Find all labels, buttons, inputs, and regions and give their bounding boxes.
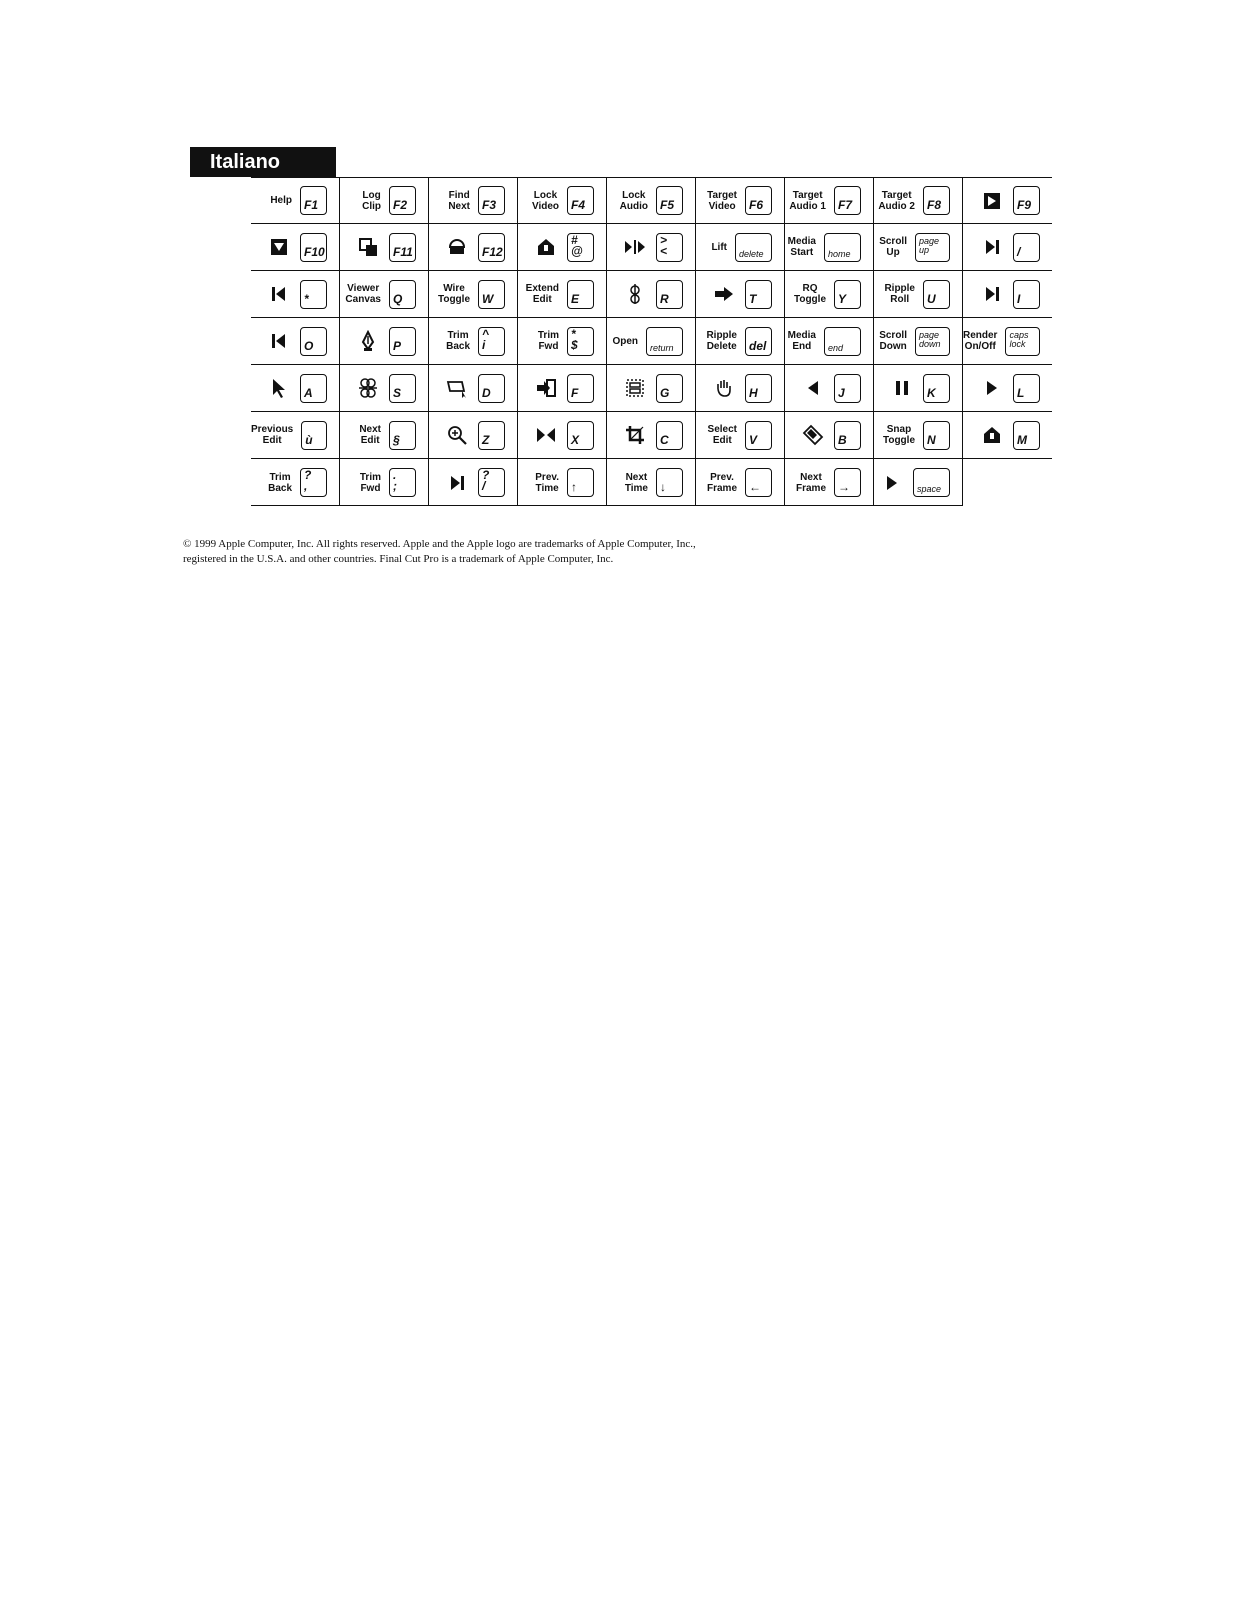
key-cap: page up (915, 233, 950, 262)
shortcut-label: Trim Fwd (537, 330, 559, 352)
shortcut-cell (696, 178, 785, 223)
shortcut-label: Help (270, 195, 292, 206)
shortcut-label: Log Clip (362, 189, 381, 212)
key-cap: ← (745, 468, 772, 497)
shortcut-label: Prev. Frame (706, 471, 737, 494)
shortcut-cell (340, 271, 429, 317)
shortcut-label: Lock Video (531, 189, 559, 212)
shortcut-cell (607, 412, 696, 458)
key-cap: → (834, 468, 861, 497)
shortcut-cell (251, 318, 340, 364)
mark-in-icon (979, 188, 1005, 214)
shortcut-cell (340, 318, 429, 364)
shortcut-cell (963, 365, 1052, 411)
key-cap: # @ (567, 233, 594, 262)
key-cap: * (300, 280, 327, 309)
shortcut-cell (251, 365, 340, 411)
shortcut-cell (429, 412, 518, 458)
shortcut-label: Previous Edit (251, 424, 294, 446)
key-cap: . ; (389, 468, 416, 497)
key-cap: M (1013, 421, 1040, 450)
zoom-icon (444, 422, 470, 448)
key-cap: A (300, 374, 327, 403)
shortcut-cell (785, 459, 874, 506)
key-cap: W (478, 280, 505, 309)
shortcut-cell (429, 459, 518, 506)
shortcut-cell (429, 224, 518, 270)
shortcut-cell (874, 459, 963, 506)
shortcut-label: Lock Audio (619, 189, 648, 212)
shortcut-label: Trim Fwd (359, 471, 381, 494)
shortcut-cell (607, 318, 696, 364)
shortcut-cell (251, 224, 340, 270)
shortcut-cell (518, 365, 607, 411)
key-cap: return (646, 327, 683, 356)
shortcut-cell (251, 459, 340, 506)
lift-icon (444, 234, 470, 260)
shortcut-row (251, 412, 1052, 459)
key-cap: caps lock (1005, 327, 1040, 356)
home-icon (979, 422, 1005, 448)
key-cap: ↑ (567, 468, 594, 497)
shortcut-cell (429, 365, 518, 411)
shortcut-label: Find Next (448, 189, 470, 212)
key-cap: L (1013, 374, 1040, 403)
play-icon (879, 470, 905, 496)
key-cap: F3 (478, 186, 505, 215)
shortcut-cell (518, 318, 607, 364)
shortcut-label: Next Time (624, 471, 648, 494)
shortcut-cell (696, 459, 785, 506)
key-cap: * $ (567, 327, 594, 356)
shortcut-label: Lift (711, 241, 727, 253)
shortcut-cell (785, 318, 874, 364)
key-cap: F2 (389, 186, 416, 215)
shortcut-label: Next Edit (359, 424, 381, 446)
insert-icon (533, 422, 559, 448)
mark-in-point-icon (979, 281, 1005, 307)
shortcut-cell (340, 412, 429, 458)
key-cap: del (745, 327, 772, 356)
shortcut-row (251, 459, 1052, 506)
shortcut-cell (874, 318, 963, 364)
shortcut-cell (963, 271, 1052, 317)
distort-icon (444, 375, 470, 401)
shortcut-cell (607, 271, 696, 317)
shortcut-cell (518, 459, 607, 506)
shortcut-cell (696, 224, 785, 270)
key-cap: F8 (923, 186, 950, 215)
shortcut-row (251, 271, 1052, 318)
shortcut-cell (785, 365, 874, 411)
shortcut-cell (518, 271, 607, 317)
key-cap: N (923, 421, 950, 450)
key-cap: F9 (1013, 186, 1040, 215)
shortcut-cell (696, 365, 785, 411)
key-cap: C (656, 421, 683, 450)
shortcut-grid (251, 177, 1052, 506)
shortcut-cell (963, 224, 1052, 270)
key-cap: ? / (478, 468, 505, 497)
arrow-right-icon (711, 281, 737, 307)
play-reverse-icon (800, 375, 826, 401)
key-cap: F7 (834, 186, 861, 215)
key-cap: X (567, 421, 594, 450)
key-cap: K (923, 374, 950, 403)
shortcut-cell (429, 318, 518, 364)
key-cap: P (389, 327, 416, 356)
shortcut-label: Target Video (707, 189, 737, 212)
key-cap: S (389, 374, 416, 403)
razor-icon (622, 281, 648, 307)
shortcut-label: Scroll Up (879, 236, 907, 258)
shortcut-cell (696, 412, 785, 458)
shortcut-cell (874, 365, 963, 411)
key-cap: delete (735, 233, 772, 262)
shortcut-cell (785, 271, 874, 317)
key-cap: / (1013, 233, 1040, 262)
key-cap: > < (656, 233, 683, 262)
shortcut-label: Trim Back (446, 330, 470, 352)
next-edit-icon (979, 234, 1005, 260)
next-edit-icon (444, 470, 470, 496)
shortcut-cell (874, 178, 963, 223)
lock-icon (533, 234, 559, 260)
key-cap: ^ i (478, 327, 505, 356)
shortcut-label: Media Start (787, 236, 816, 258)
key-cap: F5 (656, 186, 683, 215)
shortcut-cell (607, 365, 696, 411)
key-cap: H (745, 374, 772, 403)
key-cap: G (656, 374, 683, 403)
shortcut-label: Target Audio 1 (789, 189, 826, 212)
mark-out-icon (266, 234, 292, 260)
shortcut-cell (429, 271, 518, 317)
shortcut-row (251, 365, 1052, 412)
shortcut-cell (340, 178, 429, 223)
shortcut-cell (785, 224, 874, 270)
hand-icon (711, 375, 737, 401)
group-select-icon (622, 375, 648, 401)
key-cap: Y (834, 280, 861, 309)
select-track-icon (355, 375, 381, 401)
shortcut-cell (963, 318, 1052, 364)
key-cap: home (824, 233, 861, 262)
key-cap: F10 (300, 233, 327, 262)
shortcut-label: Render On/Off (963, 330, 998, 352)
key-cap: F4 (567, 186, 594, 215)
shortcut-label: Next Frame (795, 471, 826, 494)
key-cap: E (567, 280, 594, 309)
shortcut-label: Target Audio 2 (878, 189, 915, 212)
shortcut-cell (607, 178, 696, 223)
shortcut-label: Snap Toggle (882, 424, 915, 446)
shortcut-label: Wire Toggle (437, 283, 470, 305)
mark-out-point-icon (266, 328, 292, 354)
shortcut-cell (251, 412, 340, 458)
key-cap: ↓ (656, 468, 683, 497)
shortcut-label: Extend Edit (525, 283, 559, 305)
key-cap: space (913, 468, 950, 497)
key-cap: § (389, 421, 416, 450)
shortcut-cell (963, 412, 1052, 458)
key-cap: F11 (389, 233, 416, 262)
shortcut-label: Viewer Canvas (345, 283, 381, 305)
key-cap: end (824, 327, 861, 356)
shortcut-cell (874, 224, 963, 270)
shortcut-label: RQ Toggle (793, 283, 826, 305)
shortcut-label: Scroll Down (879, 330, 907, 352)
page-title: Italiano (190, 147, 336, 177)
arrow-pointer-icon (266, 375, 292, 401)
key-cap: V (745, 421, 772, 450)
prev-edit-icon (266, 281, 292, 307)
crop-icon (622, 422, 648, 448)
key-cap: F6 (745, 186, 772, 215)
shortcut-cell (340, 365, 429, 411)
shortcut-cell (607, 224, 696, 270)
shortcut-label: Media End (787, 330, 816, 352)
shortcut-label: Prev. Time (535, 471, 559, 494)
shortcut-cell (785, 178, 874, 223)
shortcut-cell (518, 412, 607, 458)
key-cap: page down (915, 327, 950, 356)
shortcut-row (251, 318, 1052, 365)
overlay-icon (355, 234, 381, 260)
footer-line-1: © 1999 Apple Computer, Inc. All rights reserved. Apple and the Apple logo are trademarks of Apple Computer, Inc., (183, 538, 696, 550)
key-cap: O (300, 327, 327, 356)
footer-line-2: registered in the U.S.A. and other countries. Final Cut Pro is a trademark of Apple Computer, Inc. (183, 553, 614, 565)
shortcut-label: Ripple Delete (706, 330, 737, 352)
key-cap: F (567, 374, 594, 403)
shortcut-cell (696, 318, 785, 364)
shortcut-row (251, 177, 1052, 224)
shortcut-cell (251, 178, 340, 223)
shortcut-cell (518, 224, 607, 270)
key-cap: ù (301, 421, 327, 450)
key-cap: J (834, 374, 861, 403)
key-cap: D (478, 374, 505, 403)
key-cap: I (1013, 280, 1040, 309)
key-cap: R (656, 280, 683, 309)
empty-cell (963, 459, 1052, 506)
shortcut-cell (429, 178, 518, 223)
shortcut-label: Trim Back (268, 471, 292, 494)
pause-icon (889, 375, 915, 401)
key-cap: U (923, 280, 950, 309)
play-icon (979, 375, 1005, 401)
key-cap: F12 (478, 233, 505, 262)
shortcut-cell (518, 178, 607, 223)
key-cap: B (834, 421, 861, 450)
key-cap: T (745, 280, 772, 309)
key-cap: F1 (300, 186, 327, 215)
shortcut-cell (963, 178, 1052, 223)
shortcut-cell (340, 459, 429, 506)
shortcut-cell (874, 412, 963, 458)
key-cap: ? , (300, 468, 327, 497)
key-cap: Q (389, 280, 416, 309)
shortcut-cell (340, 224, 429, 270)
key-cap: Z (478, 421, 505, 450)
shortcut-cell (251, 271, 340, 317)
shortcut-label: Ripple Roll (884, 283, 915, 305)
shortcut-label: Open (612, 335, 638, 347)
shortcut-row (251, 224, 1052, 271)
shortcut-cell (696, 271, 785, 317)
fit-to-fill-icon (533, 375, 559, 401)
blade-icon (800, 422, 826, 448)
shortcut-cell (874, 271, 963, 317)
shortcut-cell (785, 412, 874, 458)
shortcut-label: Select Edit (707, 424, 737, 446)
pen-icon (355, 328, 381, 354)
shortcut-cell (607, 459, 696, 506)
play-in-out-icon (622, 234, 648, 260)
copyright-footer (183, 537, 696, 567)
